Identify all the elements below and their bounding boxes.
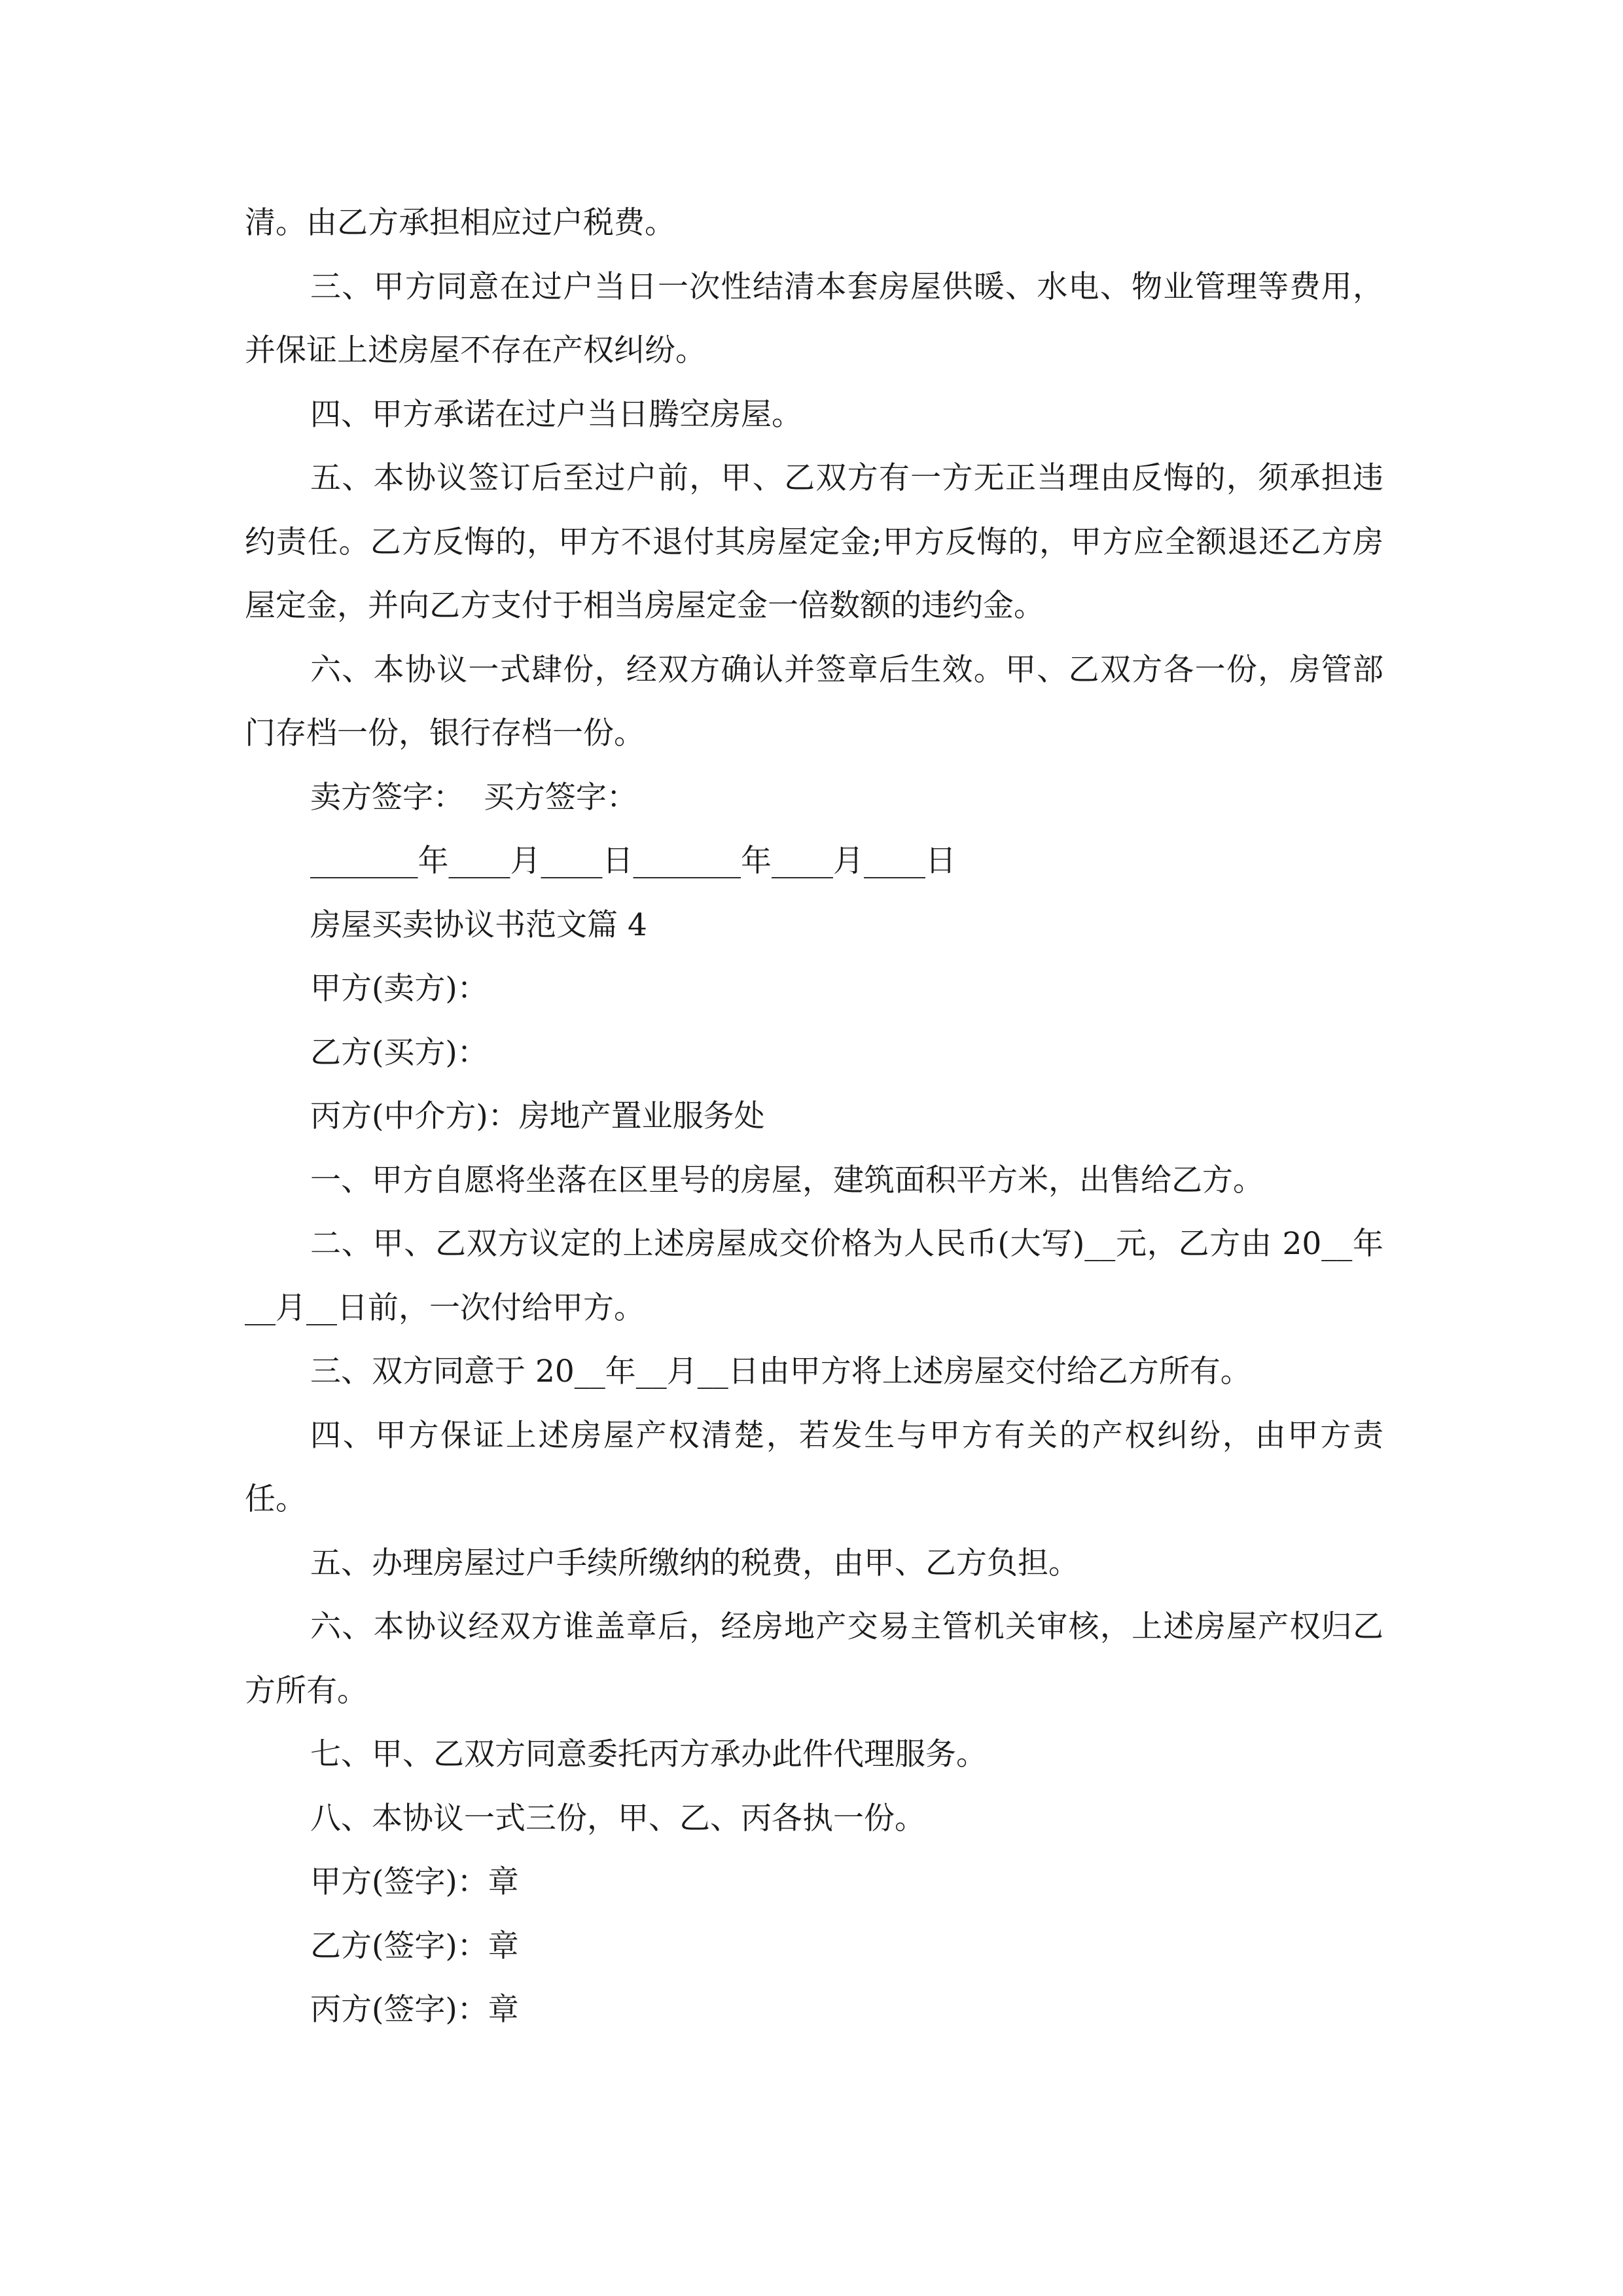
signature-party-a: 甲方(签字)：章 [310, 1864, 519, 1900]
signature-labels: 卖方签字： 买方签字： [310, 779, 637, 816]
clause-4-vacate: 四、甲方承诺在过户当日腾空房屋。 [310, 396, 802, 433]
party-a-seller: 甲方(卖方)： [310, 971, 488, 1007]
clause-4-title: 四、甲方保证上述房屋产权清楚，若发生与甲方有关的产权纠纷，由甲方责任。 [245, 1417, 1383, 1517]
party-b-buyer: 乙方(买方)： [310, 1034, 488, 1071]
section-title: 房屋买卖协议书范文篇 4 [310, 906, 647, 943]
clause-1-property: 一、甲方自愿将坐落在区里号的房屋，建筑面积平方米，出售给乙方。 [310, 1162, 1264, 1198]
clause-5-breach: 五、本协议签订后至过户前，甲、乙双方有一方无正当理由反悔的，须承担违约责任。乙方反悔的，甲方不退付其房屋定金;甲方反悔的，甲方应全额退还乙方房屋定金，并向乙方支付于相当房屋定金一倍数额的违约金。 [245, 460, 1383, 624]
clause-3-settlement: 三、甲方同意在过户当日一次性结清本套房屋供暖、水电、物业管理等费用，并保证上述房屋不存在产权纠纷。 [245, 268, 1383, 368]
signature-dates: _______年____月____日_______年____月____日 [310, 843, 956, 879]
clause-7-agency: 七、甲、乙双方同意委托丙方承办此件代理服务。 [310, 1736, 987, 1772]
clause-2-price: 二、甲、乙双方议定的上述房屋成交价格为人民币(大写)__元，乙方由 20__年__月__日前，一次付给甲方。 [245, 1226, 1383, 1326]
clause-5-taxes: 五、办理房屋过户手续所缴纳的税费，由甲、乙方负担。 [310, 1545, 1079, 1581]
document-body [245, 191, 1383, 2042]
clause-3-delivery: 三、双方同意于 20__年__月__日由甲方将上述房屋交付给乙方所有。 [310, 1354, 1251, 1390]
party-c-agent: 丙方(中介方)：房地产置业服务处 [310, 1098, 765, 1134]
signature-party-b: 乙方(签字)：章 [310, 1928, 519, 1964]
signature-party-c: 丙方(签字)：章 [310, 1992, 519, 2028]
clause-6-copies: 六、本协议一式肆份，经双方确认并签章后生效。甲、乙双方各一份，房管部门存档一份，银行存档一份。 [245, 651, 1383, 751]
paragraph-continuation: 清。由乙方承担相应过户税费。 [245, 205, 675, 241]
clause-8-copies: 八、本协议一式三份，甲、乙、丙各执一份。 [310, 1800, 925, 1837]
clause-6-approval: 六、本协议经双方谁盖章后，经房地产交易主管机关审核，上述房屋产权归乙方所有。 [245, 1609, 1383, 1709]
